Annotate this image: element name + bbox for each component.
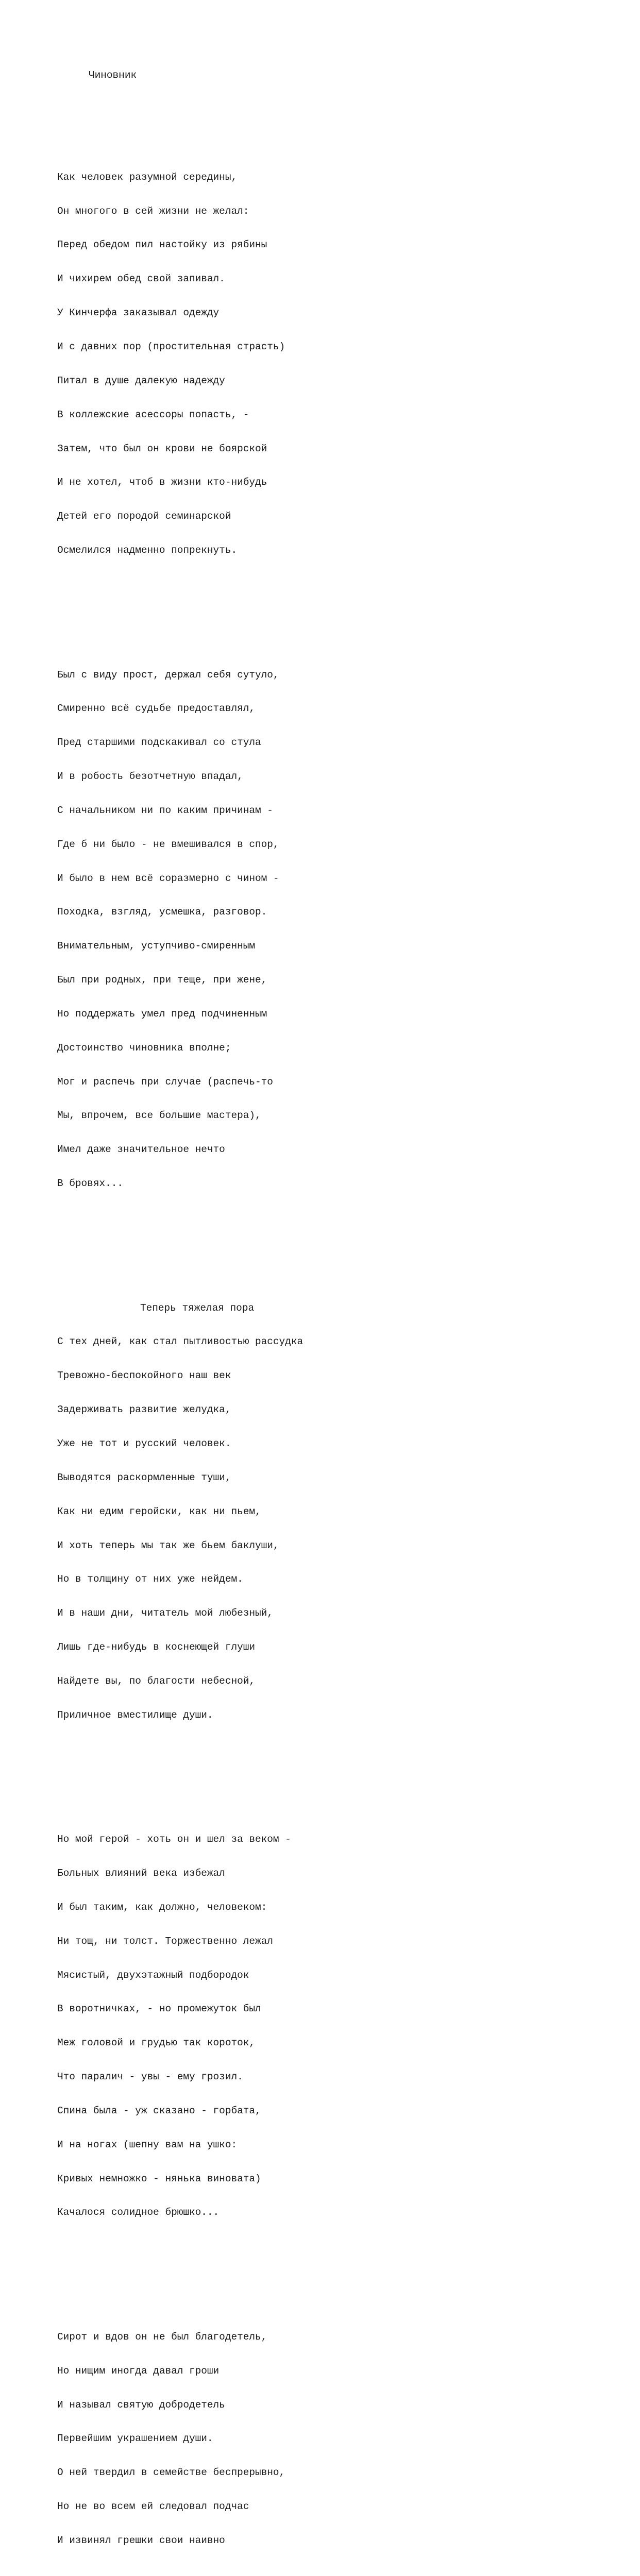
poem-line: Уже не тот и русский человек.: [57, 1437, 231, 1449]
poem-line: Походка, взгляд, усмешка, разговор.: [57, 906, 267, 918]
poem-line: Больных влияний века избежал: [57, 1868, 225, 1879]
stanza-2: [57, 647, 303, 1212]
poem-line: Мог и распечь при случае (распечь-то: [57, 1076, 273, 1088]
poem-line: И не хотел, чтоб в жизни кто-нибудь: [57, 477, 267, 488]
stanza-break: [57, 1235, 303, 1246]
poem-line: Мы, впрочем, все большие мастера),: [57, 1110, 261, 1122]
poem-line: Он многого в сей жизни не желал:: [57, 205, 249, 217]
poem-line: Кривых немножко - нянька виновата): [57, 2173, 261, 2184]
poem-line: И называл святую добродетель: [57, 2399, 225, 2411]
poem-line: Питал в душе далекую надежду: [57, 375, 225, 386]
stanza-4: [57, 1811, 303, 2241]
poem-line: С начальником ни по каким причинам -: [57, 804, 273, 816]
poem-line: В бровях...: [57, 1178, 123, 1190]
poem-line: Осмелился надменно попрекнуть.: [57, 545, 238, 556]
poem-line: Как ни едим геройски, как ни пьем,: [57, 1505, 261, 1517]
poem-line: Детей его породой семинарской: [57, 511, 231, 522]
poem-line: Выводятся раскормленные туши,: [57, 1471, 231, 1483]
poem-line: Приличное вместилище души.: [57, 1709, 213, 1721]
poem-line: Но нищим иногда давал гроши: [57, 2365, 220, 2377]
stanza-break: [57, 2264, 303, 2275]
poem-line: Лишь где-нибудь в коснеющей глуши: [57, 1641, 255, 1653]
poem-line: Мясистый, двухэтажный подбородок: [57, 1969, 249, 1981]
poem-line: Спина была - уж сказано - горбата,: [57, 2105, 261, 2116]
poem-line: И в робость безотчетную впадал,: [57, 771, 243, 783]
poem-line: Что паралич - увы - ему грозил.: [57, 2071, 243, 2083]
poem-line: Но мой герой - хоть он и шел за веком -: [57, 1834, 291, 1845]
poem-line: Меж головой и грудью так короток,: [57, 2037, 255, 2049]
poem-line: Был с виду прост, держал себя сутуло,: [57, 669, 279, 681]
poem-body: [57, 115, 303, 2576]
poem-line: Перед обедом пил настойку из рябины: [57, 239, 267, 251]
poem-line: Ни тощ, ни толст. Торжественно лежал: [57, 1935, 273, 1947]
poem-line: Но поддержать умел пред подчиненным: [57, 1008, 267, 1020]
poem-line: Качалося солидное брюшко...: [57, 2207, 220, 2218]
poem-line: Где б ни было - не вмешивался в спор,: [57, 838, 279, 850]
poem-line: И извинял грешки свои наивно: [57, 2534, 225, 2546]
poem-line: Внимательным, уступчиво-смиренным: [57, 940, 255, 952]
stanza-break: [57, 1766, 303, 1777]
poem-line: У Кинчерфа заказывал одежду: [57, 307, 220, 319]
poem-line: Смиренно всё судьбе предоставлял,: [57, 703, 255, 715]
stanza-3: [57, 1280, 303, 1744]
poem-line: Но в толщину от них уже нейдем.: [57, 1573, 243, 1585]
poem-line: Как человек разумной середины,: [57, 171, 238, 183]
poem-line: Затем, что был он крови не боярской: [57, 443, 267, 454]
poem-line: И был таким, как должно, человеком:: [57, 1901, 267, 1913]
poem-line: И хоть теперь мы так же бьем баклуши,: [57, 1539, 279, 1551]
poem-line: Достоинство чиновника вполне;: [57, 1042, 231, 1054]
poem-line: Задерживать развитие желудка,: [57, 1404, 231, 1416]
poem-line: И в наши дни, читатель мой любезный,: [57, 1607, 273, 1619]
poem-line: Имел даже значительное нечто: [57, 1144, 225, 1156]
poem-title: Чиновник: [89, 70, 137, 81]
stanza-1: [57, 149, 303, 579]
poem-line: И на ногах (шепну вам на ушко:: [57, 2139, 238, 2150]
poem-line: О ней твердил в семействе беспрерывно,: [57, 2467, 285, 2479]
poem-line: И чихирем обед свой запивал.: [57, 273, 225, 285]
poem-line: Тревожно-беспокойного наш век: [57, 1370, 231, 1382]
poem-line: Первейшим украшением души.: [57, 2433, 213, 2445]
poem-line: И было в нем всё соразмерно с чином -: [57, 872, 279, 884]
poem-line: И с давних пор (простительная страсть): [57, 341, 285, 352]
poem-line: Сирот и вдов он не был благодетель,: [57, 2331, 267, 2343]
poem-line: В коллежские асессоры попасть, -: [57, 409, 249, 420]
poem-line: Но не во всем ей следовал подчас: [57, 2501, 249, 2513]
poem-line: Был при родных, при теще, при жене,: [57, 974, 267, 986]
poem-line: В воротничках, - но промежуток был: [57, 2003, 261, 2015]
poem-line-indented: Теперь тяжелая пора: [140, 1302, 255, 1314]
poem-line: Пред старшими подскакивал со стула: [57, 737, 261, 749]
stanza-5: [57, 2309, 303, 2569]
stanza-break: [57, 602, 303, 613]
poem-line: Найдете вы, по благости небесной,: [57, 1675, 255, 1687]
poem-line: С тех дней, как стал пытливостью рассудка: [57, 1336, 304, 1348]
